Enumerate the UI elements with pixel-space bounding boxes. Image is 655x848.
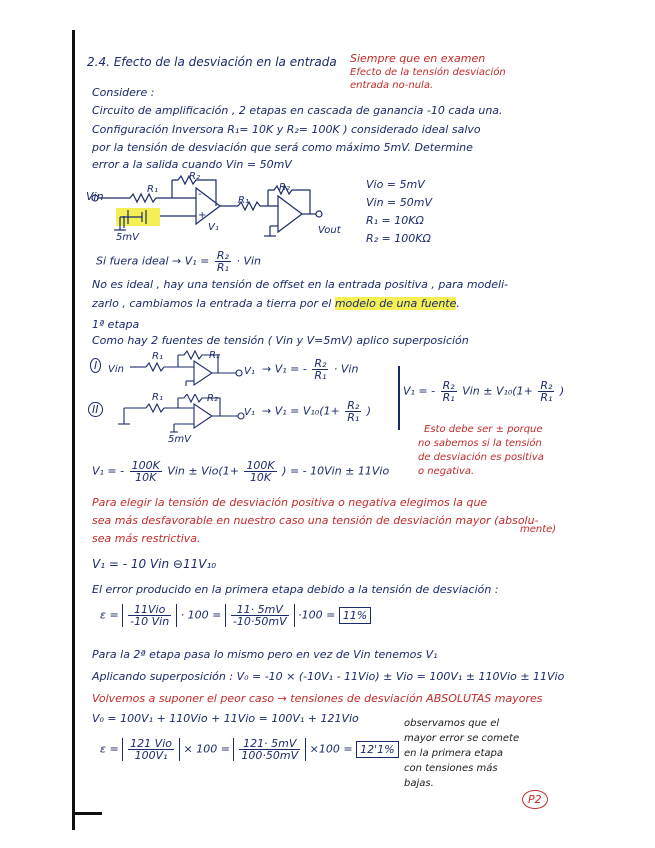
conclusion-5: bajas. bbox=[404, 778, 434, 789]
page-number: P2 bbox=[522, 790, 548, 809]
choice-line-2: sea más desfavorable en nuestro caso una tensión de desviación mayor (absolu- bbox=[92, 514, 539, 527]
v1-total-equation: V₁ = - $\frac{\text{R₂}}{\text{R₁}}$ Vin ± V₁₀(1+ $\frac{\text{R₂}}{\text{R₁}}$ ) bbox=[403, 379, 565, 404]
offset-line-1: No es ideal , hay una tensión de offset en la entrada positiva , para modeli- bbox=[92, 278, 509, 291]
note-line-1: Siempre que en examen bbox=[350, 52, 486, 65]
etapa1-title: 1ª etapa bbox=[92, 318, 140, 331]
case1-number: I bbox=[90, 358, 101, 373]
minus-label: - bbox=[198, 189, 202, 200]
r1-label: R₁ bbox=[147, 184, 158, 195]
given-r1: R₁ = 10KΩ bbox=[366, 214, 424, 227]
case1-circuit bbox=[106, 349, 266, 387]
section-title: 2.4. Efecto de la desviación en la entrada bbox=[87, 55, 337, 69]
error1-statement: El error producido en la primera etapa debido a la tensión de desviación : bbox=[92, 583, 499, 596]
r2b-label: R₂ bbox=[279, 182, 290, 193]
etapa2-line-3: Volvemos a suponer el peor caso → tensiones de desviación ABSOLUTAS mayores bbox=[92, 692, 543, 705]
case2-r2: R₂ bbox=[207, 393, 218, 404]
highlight-modelo: modelo de una fuente bbox=[334, 297, 457, 310]
note-line-2: Efecto de la tensión desviación bbox=[350, 67, 506, 78]
case2-number: II bbox=[88, 402, 103, 417]
case2-equation: → V₁ = V₁₀(1+ $\frac{\text{R₂}}{\text{R₁}}$ ) bbox=[262, 399, 372, 424]
intro-line-1: Considere : bbox=[92, 86, 155, 99]
etapa2-line-2: Aplicando superposición : V₀ = -10 × (-10V₁ - 11Vio) ± Vio = 100V₁ ± 110Vio ± 11Vio bbox=[92, 670, 565, 683]
ideal-gain-line bbox=[96, 250, 261, 273]
case2-v1: V₁ bbox=[244, 407, 255, 418]
intro-line-4: por la tensión de desviación que será como máximo 5mV. Determine bbox=[92, 141, 473, 154]
ideal-prefix: Si fuera ideal → bbox=[96, 254, 182, 268]
v1-numeric-equation: V₁ = - $\frac{100K}{10K}$ Vin ± Vio(1+ $\frac{100K}{10K}$ ) = - 10Vin ± 11Vio bbox=[92, 459, 390, 484]
conclusion-1: observamos que el bbox=[404, 718, 500, 729]
choice-line-1: Para elegir la tensión de desviación positiva o negativa elegimos la que bbox=[92, 496, 488, 509]
given-r2: R₂ = 100KΩ bbox=[366, 232, 431, 245]
conclusion-3: en la primera etapa bbox=[404, 748, 503, 759]
intro-line-3: Configuración Inversora R₁= 10K y R₂= 100K ) considerado ideal salvo bbox=[92, 123, 481, 136]
ideal-fraction: $\frac{\text{R₂}}{\text{R₁}}$ bbox=[216, 249, 229, 274]
ideal-lhs: V₁ = bbox=[184, 254, 210, 268]
vin-label: Vin bbox=[86, 190, 104, 203]
given-vin: Vin = 50mV bbox=[366, 196, 432, 209]
choice-line-4: mente) bbox=[520, 524, 557, 535]
intro-line-2: Circuito de amplificación , 2 etapas en cascada de ganancia -10 cada una. bbox=[92, 104, 503, 117]
r1b-label: R₁ bbox=[238, 195, 249, 206]
r2-label: R₂ bbox=[189, 171, 200, 182]
source-label: 5mV bbox=[116, 232, 139, 243]
given-vio: Vio = 5mV bbox=[366, 178, 425, 191]
plus-label: + bbox=[198, 210, 207, 221]
note-line-3: entrada no-nula. bbox=[350, 80, 434, 91]
etapa2-line-4: V₀ = 100V₁ + 110Vio + 11Vio = 100V₁ + 121Vio bbox=[92, 712, 359, 725]
margin-line-bottom bbox=[72, 812, 102, 815]
ideal-tail: · Vin bbox=[236, 254, 261, 268]
conclusion-2: mayor error se comete bbox=[404, 733, 520, 744]
bracket bbox=[398, 366, 400, 430]
superposition-line: Como hay 2 fuentes de tensión ( Vin y V=5mV) aplico superposición bbox=[92, 334, 469, 347]
case2-source: 5mV bbox=[168, 434, 191, 445]
case1-equation: → V₁ = - $\frac{\text{R₂}}{\text{R₁}}$ · Vin bbox=[262, 357, 359, 382]
margin-line bbox=[72, 30, 75, 830]
offset-line-2: zarlo , cambiamos la entrada a tierra por el modelo de una fuente. bbox=[92, 297, 460, 310]
case1-v1: V₁ bbox=[244, 366, 255, 377]
red-note-2: no sabemos si la tensión bbox=[418, 438, 542, 449]
case1-r1: R₁ bbox=[152, 351, 163, 362]
choice-line-3: sea más restrictiva. bbox=[92, 532, 201, 545]
red-note-4: o negativa. bbox=[418, 466, 475, 477]
v1-result: V₁ = - 10 Vin ⊖11V₁₀ bbox=[92, 557, 217, 571]
case1-r2: R₂ bbox=[209, 350, 220, 361]
intro-line-5: error a la salida cuando Vin = 50mV bbox=[92, 158, 292, 171]
red-note-3: de desviación es positiva bbox=[418, 452, 544, 463]
vout-label: Vout bbox=[318, 225, 341, 236]
v1-node-label: V₁ bbox=[208, 222, 219, 233]
case2-r1: R₁ bbox=[152, 392, 163, 403]
conclusion-4: con tensiones más bbox=[404, 763, 498, 774]
case1-vin: Vin bbox=[108, 364, 124, 375]
error2-equation: ε = $\frac{\text{121 Vio}}{\text{100V₁}}$ × 100 = $\frac{121\cdot 5mV}{100\cdot 50mV}$ ×100 = 12'1% bbox=[100, 738, 399, 761]
red-note-1: Esto debe ser ± porque bbox=[424, 424, 543, 435]
error1-equation: ε = $\frac{\text{11Vio}}{\text{-10 Vin}}$ · 100 = $\frac{11\cdot 5mV}{-10\cdot 50mV}$ ·100 = 11% bbox=[100, 604, 371, 627]
etapa2-line-1: Para la 2ª etapa pasa lo mismo pero en vez de Vin tenemos V₁ bbox=[92, 648, 438, 661]
